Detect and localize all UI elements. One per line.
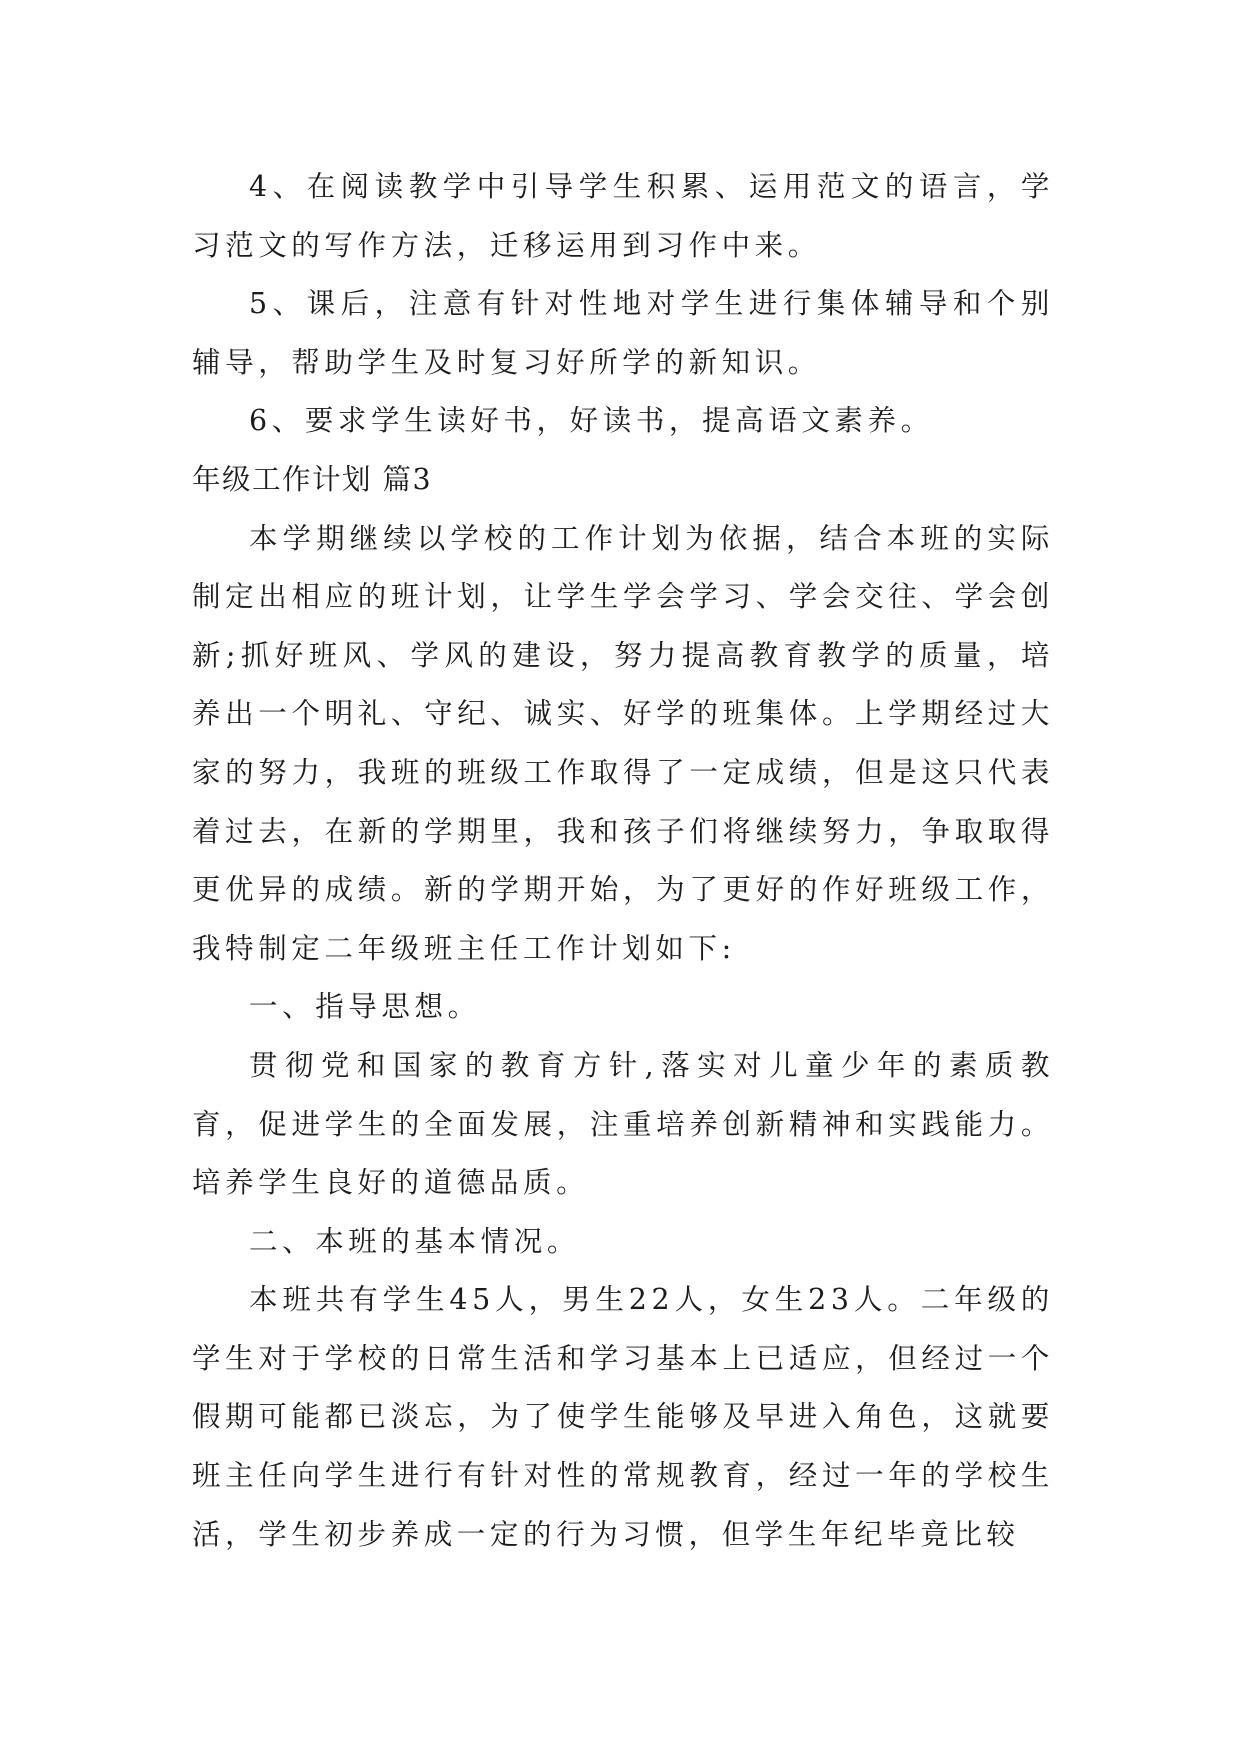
paragraph-intro: 本学期继续以学校的工作计划为依据，结合本班的实际制定出相应的班计划，让学生学会学习、学会交往、学会创新;抓好班风、学风的建设，努力提高教育教学的质量，培养出一个明礼、守纪、诚实、好学的班集体。上学期经过大家的努力，我班的班级工作取得了一定成绩，但是这只代表着过去，在新的学期里，我和孩子们将继续努力，争取取得更优异的成绩。新的学期开始，为了更好的作好班级工作，我特制定二年级班主任工作计划如下: [192,521,1054,965]
section-heading: 年级工作计划 篇3 [192,462,433,496]
subheading-guiding-ideology: 一、指导思想。 [249,990,481,1024]
subheading-class-situation: 二、本班的基本情况。 [249,1224,581,1258]
document-page [192,158,1054,1564]
paragraph-item-6: 6、要求学生读好书，好读书，提高语文素养。 [249,404,934,438]
paragraph-class-situation: 本班共有学生45人，男生22人，女生23人。二年级的学生对于学校的日常生活和学习基本上已适应，但经过一个假期可能都已淡忘，为了使学生能够及早进入角色，这就要班主任向学生进行有针对性的常规教育，经过一年的学校生活，学生初步养成一定的行为习惯，但学生年纪毕竟比较 [192,1283,1054,1551]
paragraph-guiding-ideology: 贯彻党和国家的教育方针,落实对儿童少年的素质教育，促进学生的全面发展，注重培养创新精神和实践能力。培养学生良好的道德品质。 [192,1048,1054,1200]
paragraph-item-4: 4、在阅读教学中引导学生积累、运用范文的语言，学习范文的写作方法，迁移运用到习作中来。 [192,170,1054,262]
paragraph-item-5: 5、课后，注意有针对性地对学生进行集体辅导和个别辅导，帮助学生及时复习好所学的新知识。 [192,287,1054,379]
